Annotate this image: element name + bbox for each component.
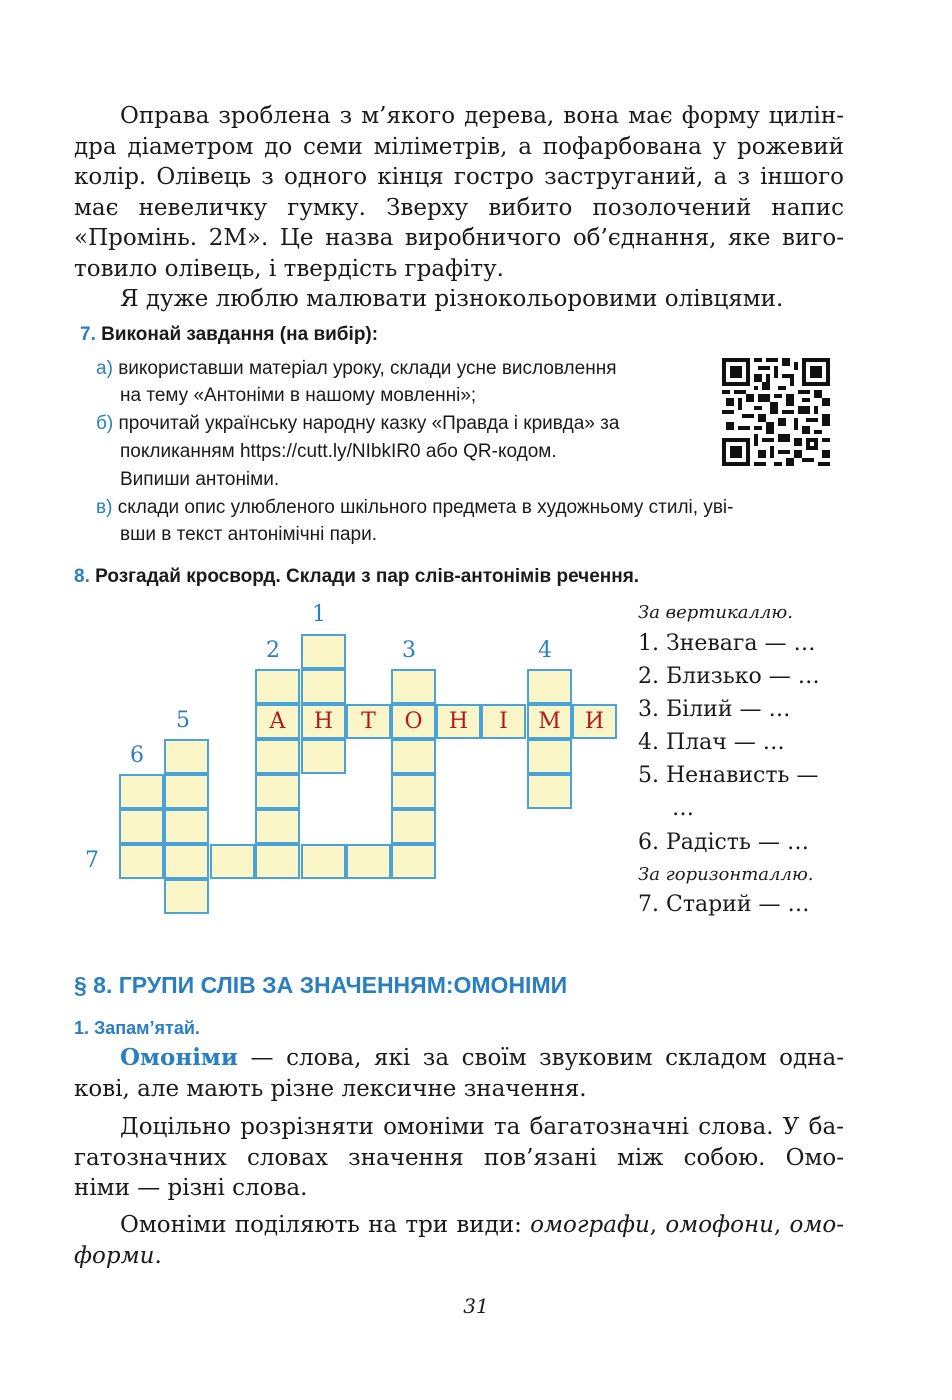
crossword-cell[interactable] (119, 809, 164, 844)
item-mark: в) (96, 497, 113, 518)
crossword-number: 3 (402, 638, 416, 663)
crossword-number: 2 (266, 638, 280, 663)
section-title: § 8. ГРУПИ СЛІВ ЗА ЗНАЧЕННЯМ:ОМОНІМИ (74, 972, 568, 998)
text-line: гатозначних словах значення пов’язані між собою. Омо- (74, 1144, 844, 1171)
crossword-cell[interactable] (391, 844, 436, 879)
crossword-cell[interactable] (301, 669, 346, 704)
crossword-cell[interactable] (301, 634, 346, 669)
crossword-number: 6 (130, 743, 144, 768)
term-omoformy-part1: омо- (789, 1212, 845, 1238)
crossword-letter-cell: І (481, 704, 526, 739)
crossword-cell[interactable] (255, 739, 300, 774)
text-line: Доцільно розрізняти омоніми та багатозначні слова. У ба- (120, 1114, 844, 1140)
clue-item: 3. Білий — … (638, 697, 791, 722)
crossword-cell[interactable] (301, 844, 346, 879)
task-title: Виконай завдання (на вибір): (101, 324, 379, 345)
task-7b-cont2: Випиши антоніми. (120, 469, 280, 490)
text-line: «Промінь. 2М». Це назва виробничого об’єднання, яке виго- (74, 225, 844, 251)
crossword-number: 5 (176, 708, 190, 733)
clue-item: 6. Радість — … (638, 830, 809, 855)
text-line: Омоніми — слова, які за своїм звуковим складом одна- (120, 1044, 844, 1071)
clue-item-cont: … (672, 796, 694, 821)
clue-item: 4. Плач — … (638, 730, 785, 755)
clue-item: 1. Зневага — … (638, 631, 816, 656)
item-text: склади опис улюбленого шкільного предмета в художньому стилі, уві- (117, 497, 734, 518)
item-text: прочитай українську народну казку «Правда і кривда» за (118, 413, 620, 434)
task-number: 7. (80, 324, 96, 345)
crossword-cell[interactable] (255, 774, 300, 809)
crossword-cell[interactable] (391, 809, 436, 844)
task-title: Розгадай кросворд. Склади з пар слів-антонімів речення. (95, 566, 640, 587)
crossword-cell[interactable] (391, 669, 436, 704)
clue-item: 5. Ненависть — (638, 763, 819, 788)
crossword-number: 7 (85, 848, 99, 873)
crossword-letter-cell: О (391, 704, 436, 739)
text-line: має невеличку гумку. Зверху вибито позолочений напис (74, 194, 844, 221)
text-line: колір. Олівець з одного кінця гостро заструганий, а з іншого (74, 164, 844, 190)
text-line: кові, але мають різне лексичне значення. (74, 1075, 587, 1102)
task-7a-cont: на тему «Антоніми в нашому мовленні»; (120, 385, 477, 406)
crossword-cell[interactable] (210, 844, 255, 879)
crossword-letter-cell: И (572, 704, 617, 739)
crossword-letter-cell: М (527, 704, 572, 739)
crossword-number: 1 (312, 602, 326, 627)
crossword-cell[interactable] (527, 669, 572, 704)
task-7a (96, 358, 616, 380)
crossword-cell[interactable] (527, 774, 572, 809)
crossword-cell[interactable] (164, 809, 209, 844)
qr-code-icon[interactable] (722, 358, 830, 466)
crossword-cell[interactable] (164, 774, 209, 809)
item-mark: б) (96, 413, 114, 434)
crossword-number: 4 (538, 638, 552, 663)
paragraph-2 (74, 1112, 844, 1204)
crossword-cell[interactable] (301, 739, 346, 774)
crossword-cell[interactable] (255, 844, 300, 879)
text-line: Я дуже люблю малювати різнокольоровими олівцями. (120, 286, 784, 312)
crossword-cell[interactable] (164, 879, 209, 914)
task-7c (96, 497, 733, 519)
crossword-cell[interactable] (255, 809, 300, 844)
text-line: Оправа зроблена з м’якого дерева, вона має форму цилін- (120, 103, 844, 129)
term-omografy: омографи (530, 1212, 650, 1238)
crossword-cell[interactable] (119, 844, 164, 879)
clues-vertical-title: За вертикаллю. (638, 602, 793, 623)
task-7b (96, 413, 619, 435)
subsection-title: 1. Запам’ятай. (74, 1018, 200, 1038)
text-line: Омоніми поділяють на три види: омографи, омофони, омо- (120, 1212, 845, 1238)
item-text: використавши матеріал уроку, склади усне висловлення (118, 358, 617, 379)
task-8-heading (74, 566, 639, 588)
crossword-cell[interactable] (164, 739, 209, 774)
task-7-heading (80, 324, 378, 346)
text-line: дра діаметром до семи міліметрів, а пофарбована у рожевий (74, 133, 844, 160)
paragraph-3 (74, 1210, 844, 1271)
crossword-cell[interactable] (391, 739, 436, 774)
crossword-letter-cell: А (255, 704, 300, 739)
crossword-cell[interactable] (527, 739, 572, 774)
crossword-cell[interactable] (119, 774, 164, 809)
text-line: німи — різні слова. (74, 1175, 308, 1201)
term-omoformy-part2: форми (74, 1242, 155, 1269)
task-7c-cont: вши в текст антонімічні пари. (120, 524, 377, 545)
page-number: 31 (463, 1294, 489, 1318)
text-line: форми. (74, 1242, 162, 1269)
crossword-letter-cell: Н (436, 704, 481, 739)
crossword-letter-cell: Н (301, 704, 346, 739)
definition-paragraph (74, 1043, 844, 1104)
crossword-letter-cell: Т (346, 704, 391, 739)
term-omofony: омофони (665, 1212, 774, 1238)
clue-item: 2. Близько — … (638, 664, 820, 689)
crossword-cell[interactable] (164, 844, 209, 879)
crossword-cell[interactable] (391, 774, 436, 809)
intro-paragraph (74, 101, 844, 315)
clue-item: 7. Старий — … (638, 892, 810, 917)
text-line: товило олівець, і твердість графіту. (74, 255, 504, 282)
item-mark: а) (96, 358, 113, 379)
clues-horizontal-title: За горизонталлю. (638, 864, 814, 885)
term: Омоніми (120, 1044, 238, 1071)
task-7b-cont: покликанням https://cutt.ly/NIbkIR0 або QR-кодом. (120, 441, 557, 462)
crossword-cell[interactable] (255, 669, 300, 704)
crossword-cell[interactable] (346, 844, 391, 879)
task-number: 8. (74, 566, 90, 587)
